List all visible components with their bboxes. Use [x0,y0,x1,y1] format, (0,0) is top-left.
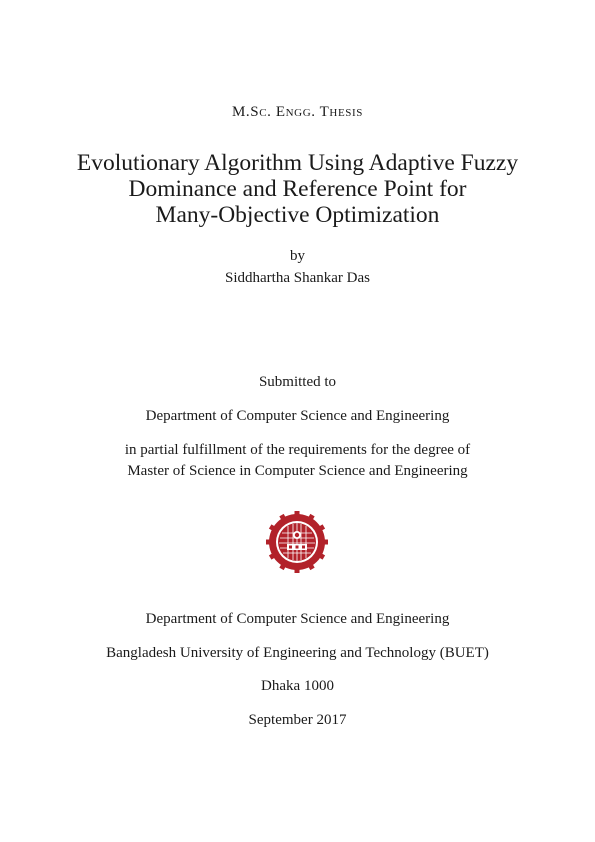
title-line: Evolutionary Algorithm Using Adaptive Fuzzy [76,150,519,176]
submitted-department: Department of Computer Science and Engineering [145,408,450,424]
affiliation-university: Bangladesh University of Engineering and Technology (BUET) [106,645,489,661]
title-line: Many-Objective Optimization [155,202,440,228]
author-name: Siddhartha Shankar Das [225,270,370,286]
by-label: by [290,248,305,264]
fulfillment-line: in partial fulfillment of the requirements for the degree of [124,442,471,458]
thesis-type-label: M.Sc. Engg. Thesis [231,104,363,120]
thesis-title [0,150,595,228]
affiliation-department: Department of Computer Science and Engineering [145,611,450,627]
affiliation-city: Dhaka 1000 [261,678,334,694]
thesis-date: September 2017 [248,712,347,728]
title-line: Dominance and Reference Point for [128,176,467,202]
buet-seal-icon [266,511,328,573]
submitted-to-label: Submitted to [258,374,337,390]
degree-line: Master of Science in Computer Science and Engineering [127,463,468,479]
